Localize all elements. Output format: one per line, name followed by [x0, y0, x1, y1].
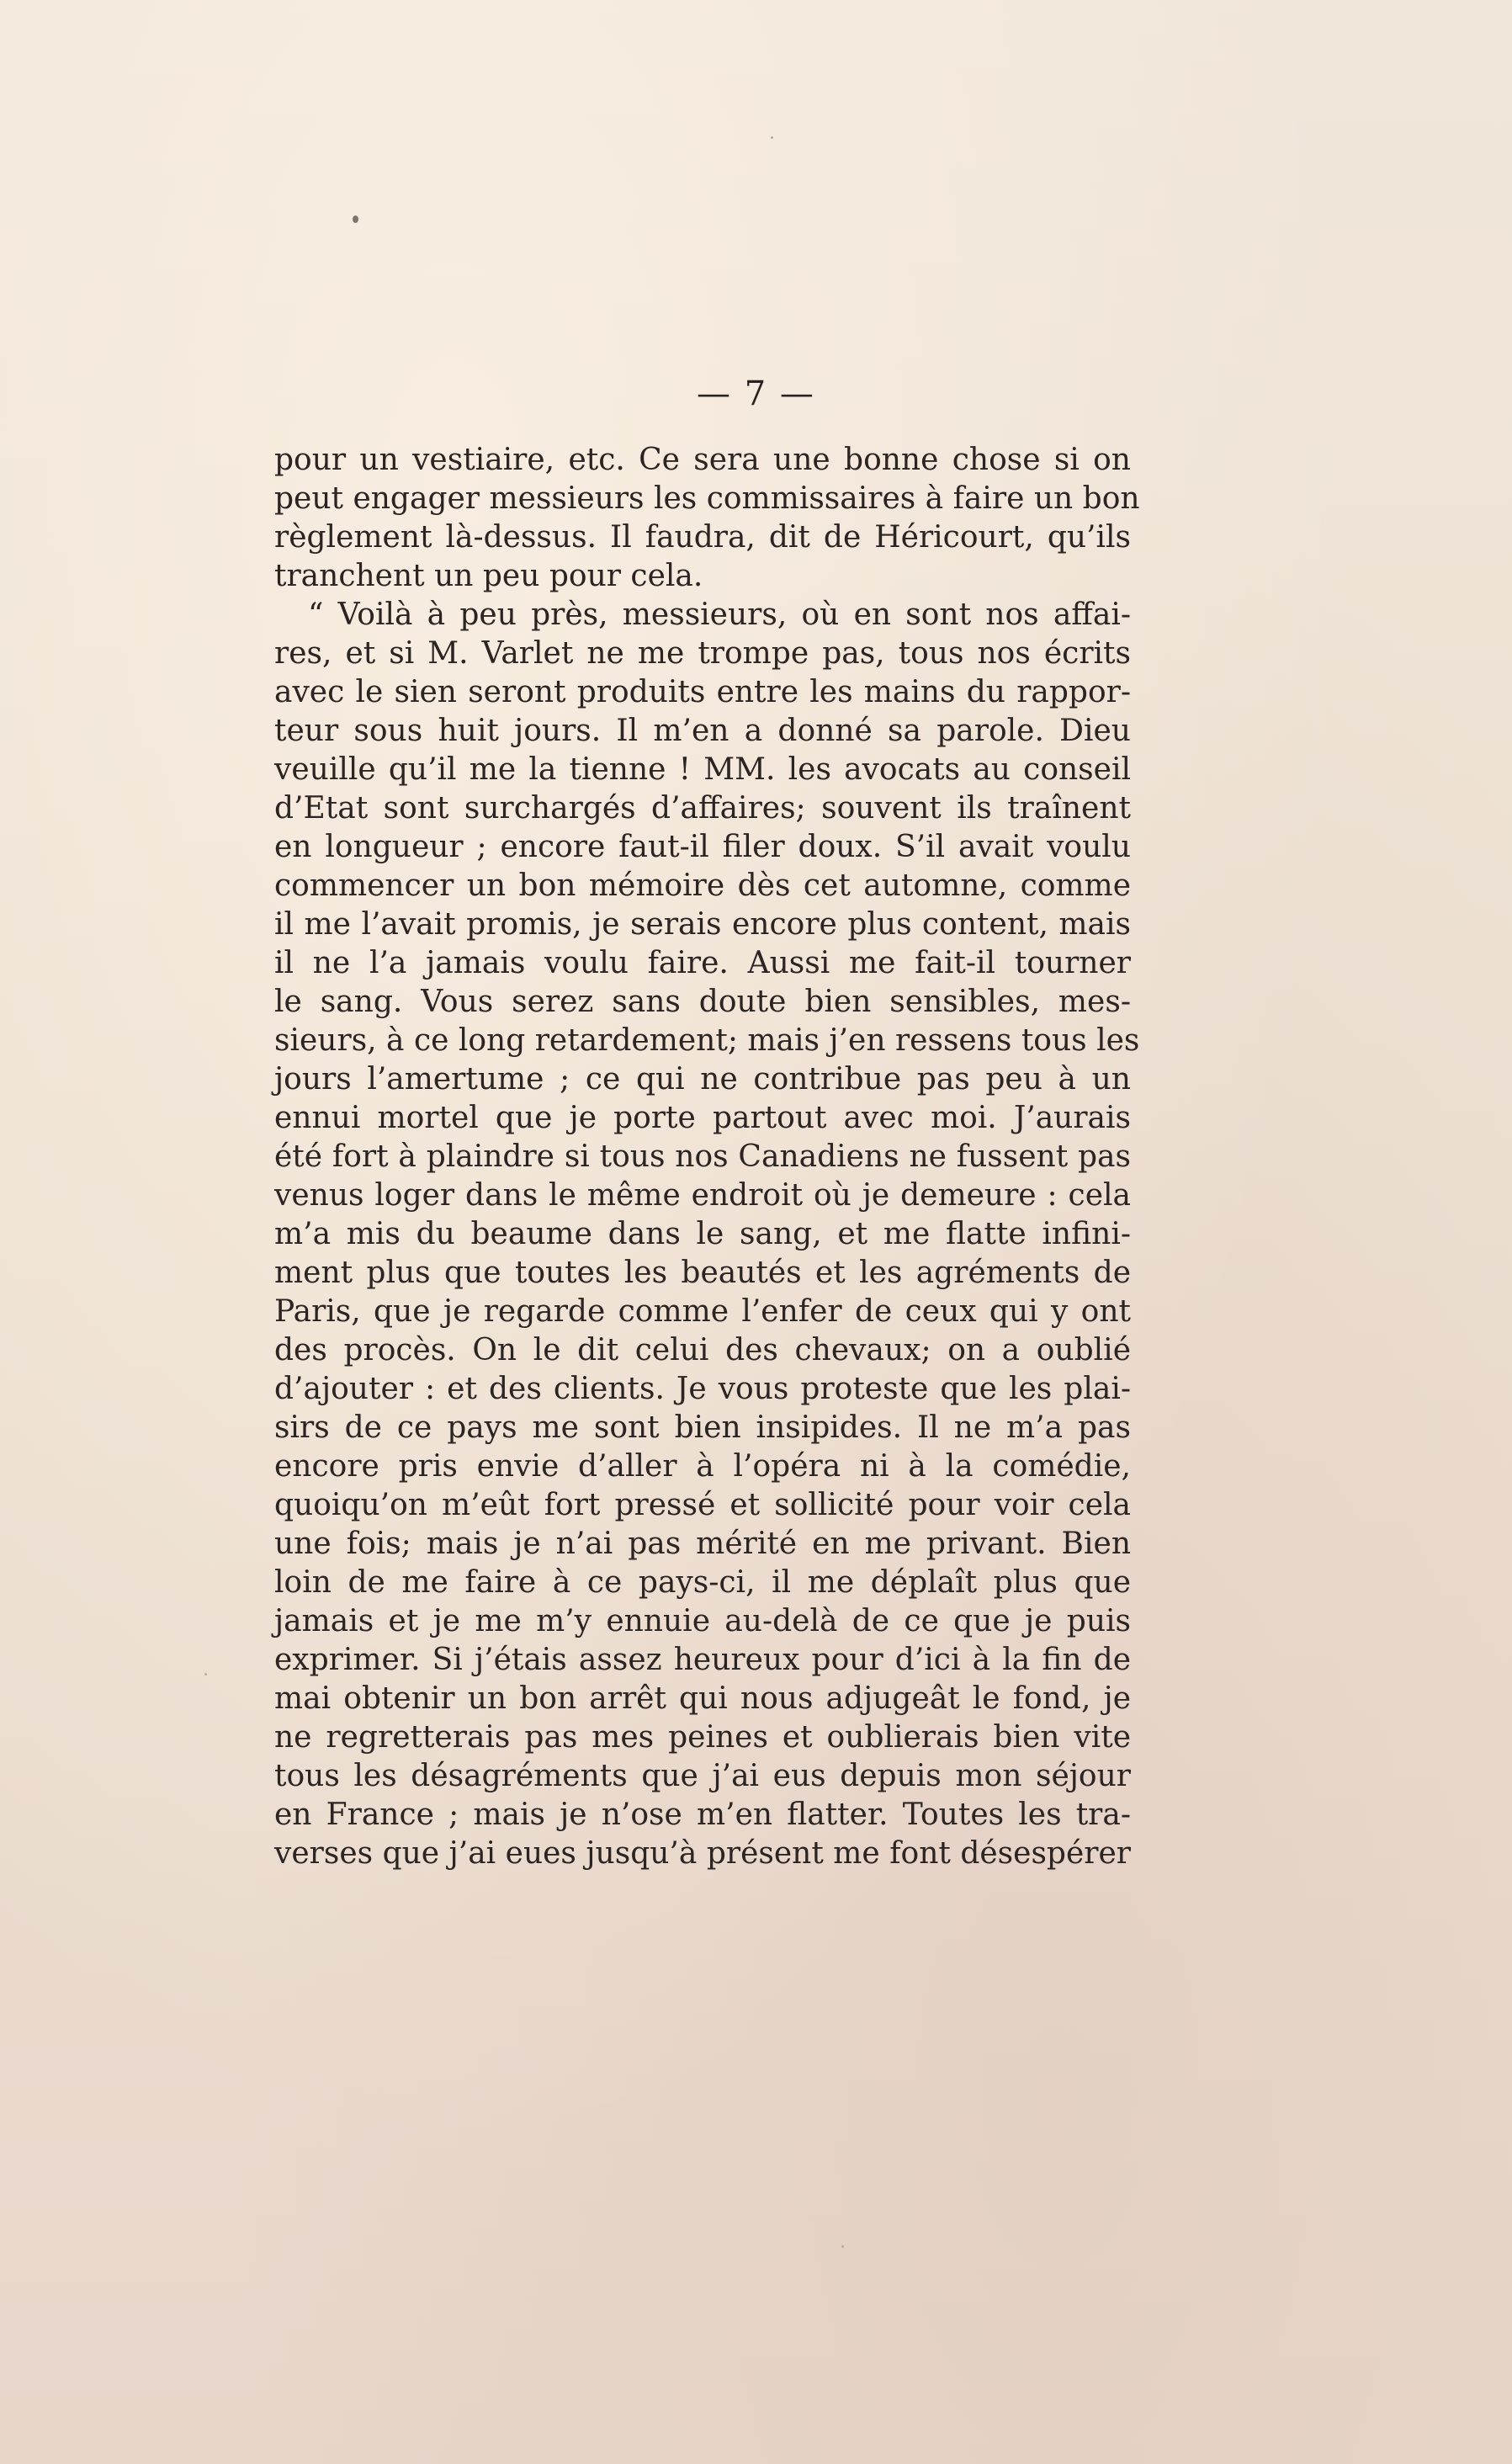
text-line: exprimer. Si j’étais assez heureux pour d’ici à la fin de: [274, 1643, 1131, 1677]
text-line: d’ajouter : et des clients. Je vous proteste que les plai-: [274, 1372, 1131, 1406]
text-line: été fort à plaindre si tous nos Canadiens ne fussent pas: [274, 1139, 1131, 1174]
text-line: venus loger dans le même endroit où je demeure : cela: [274, 1178, 1131, 1213]
text-line: peut engager messieurs les commissaires à faire un bon: [274, 481, 1140, 516]
text-line: il me l’avait promis, je serais encore plus content, mais: [274, 907, 1131, 942]
text-line: tranchent un peu pour cela.: [274, 559, 703, 593]
text-line: une fois; mais je n’ai pas mérité en me privant. Bien: [274, 1527, 1131, 1561]
text-line: avec le sien seront produits entre les mains du rappor-: [274, 675, 1131, 709]
text-line: veuille qu’il me la tienne ! MM. les avocats au conseil: [274, 752, 1131, 787]
text-line: en longueur ; encore faut-il filer doux. S’il avait voulu: [274, 830, 1131, 864]
text-line: m’a mis du beaume dans le sang, et me flatte infini-: [274, 1217, 1131, 1251]
text-line: sieurs, à ce long retardement; mais j’en ressens tous les: [274, 1023, 1140, 1058]
text-line: règlement là-dessus. Il faudra, dit de Héricourt, qu’ils: [274, 520, 1131, 555]
text-line: teur sous huit jours. Il m’en a donné sa parole. Dieu: [274, 714, 1131, 748]
text-line: quoiqu’on m’eût fort pressé et sollicité pour voir cela: [274, 1488, 1131, 1522]
text-line: “ Voilà à peu près, messieurs, où en sont nos affai-: [308, 597, 1131, 632]
text-line: en France ; mais je n’ose m’en flatter. Toutes les tra-: [274, 1798, 1131, 1832]
text-line: commencer un bon mémoire dès cet automne, comme: [274, 868, 1131, 903]
text-line: encore pris envie d’aller à l’opéra ni à la comédie,: [274, 1449, 1131, 1484]
page-number: — 7 —: [697, 374, 815, 413]
text-line: jours l’amertume ; ce qui ne contribue pas peu à un: [274, 1062, 1131, 1097]
text-line: res, et si M. Varlet ne me trompe pas, tous nos écrits: [274, 636, 1131, 671]
text-line: loin de me faire à ce pays-ci, il me déplaît plus que: [274, 1565, 1131, 1600]
ink-speck: [353, 215, 358, 223]
text-line: tous les désagréments que j’ai eus depuis mon séjour: [274, 1759, 1131, 1793]
text-line: le sang. Vous serez sans doute bien sensibles, mes-: [274, 985, 1131, 1019]
text-line: verses que j’ai eues jusqu’à présent me font désespérer: [274, 1836, 1131, 1871]
text-line: Paris, que je regarde comme l’enfer de ceux qui y ont: [274, 1294, 1131, 1329]
text-line: il ne l’a jamais voulu faire. Aussi me fait-il tourner: [274, 946, 1131, 980]
ink-speck: [771, 136, 773, 139]
text-line: sirs de ce pays me sont bien insipides. Il ne m’a pas: [274, 1410, 1131, 1445]
text-line: pour un vestiaire, etc. Ce sera une bonne chose si on: [274, 443, 1131, 477]
body-text: [274, 441, 1140, 1873]
text-line: ment plus que toutes les beautés et les agréments de: [274, 1256, 1131, 1290]
text-line: mai obtenir un bon arrêt qui nous adjugeât le fond, je: [274, 1681, 1131, 1716]
ink-speck: [204, 1673, 207, 1675]
text-line: d’Etat sont surchargés d’affaires; souvent ils traînent: [274, 791, 1131, 826]
text-line: ne regretterais pas mes peines et oublierais bien vite: [274, 1720, 1131, 1755]
text-line: jamais et je me m’y ennuie au-delà de ce que je puis: [274, 1604, 1131, 1638]
text-line: des procès. On le dit celui des chevaux; on a oublié: [274, 1333, 1131, 1367]
ink-speck: [841, 2245, 844, 2248]
text-line: ennui mortel que je porte partout avec moi. J’aurais: [274, 1101, 1131, 1135]
